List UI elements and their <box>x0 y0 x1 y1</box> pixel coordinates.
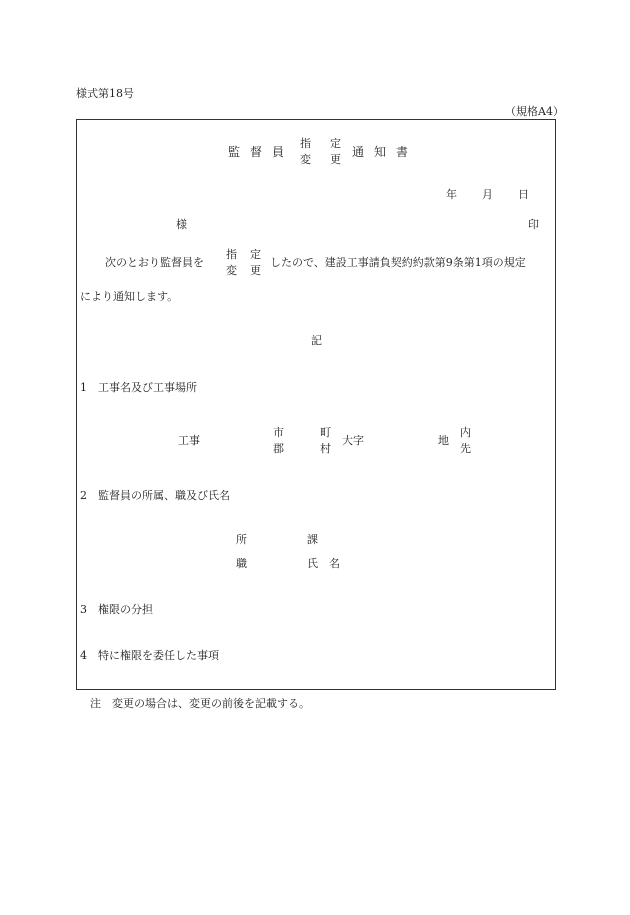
body-prefix: 次のとおり監督員を <box>105 256 204 269</box>
item2-shoku: 職 <box>236 557 247 570</box>
item2-ka: 課 <box>307 533 318 546</box>
date-year: 年 <box>446 188 457 201</box>
title-part2: 通知書 <box>352 145 419 159</box>
body-suffix: したので、建設工事請負契約約款第9条第1項の規定 <box>270 256 526 269</box>
body-stack-top-2: 定 <box>250 248 261 261</box>
item1-nai: 内 <box>460 426 471 439</box>
item1-koji: 工事 <box>178 434 200 447</box>
body-stack-bottom-1: 変 <box>226 264 237 277</box>
item2-label: 2 監督員の所属、職及び氏名 <box>80 489 230 502</box>
item1-shi: 市 <box>273 426 284 439</box>
item2-shimei: 氏 名 <box>307 557 340 570</box>
title-upper-2: 定 <box>330 137 341 150</box>
body-stack-top-1: 指 <box>226 248 237 261</box>
item1-oaza: 大字 <box>342 434 364 447</box>
body-stack-bottom-2: 更 <box>250 264 261 277</box>
item1-chi: 地 <box>438 434 449 447</box>
item2-tokoro: 所 <box>236 533 247 546</box>
item1-saki: 先 <box>460 442 471 455</box>
item1-label: 1 工事名及び工事場所 <box>80 381 197 394</box>
paper-size: （規格A4） <box>505 105 564 118</box>
body-line2: により通知します。 <box>80 290 179 303</box>
form-number: 様式第18号 <box>76 87 134 100</box>
footnote: 注 変更の場合は、変更の前後を記載する。 <box>90 697 310 710</box>
item4-label: 4 特に権限を委任した事項 <box>80 649 219 662</box>
date-day: 日 <box>518 188 529 201</box>
title-lower-1: 変 <box>300 153 311 166</box>
title-upper-1: 指 <box>300 137 311 150</box>
date-month: 月 <box>482 188 493 201</box>
item1-machi: 町 <box>320 426 331 439</box>
title-part1: 監督員 <box>228 145 295 159</box>
addressee-suffix: 様 <box>176 218 187 231</box>
item1-mura: 村 <box>320 442 331 455</box>
item3-label: 3 権限の分担 <box>80 603 153 616</box>
item1-gun: 郡 <box>273 442 284 455</box>
seal-mark: 印 <box>528 218 539 231</box>
ki-heading: 記 <box>311 334 322 347</box>
title-lower-2: 更 <box>330 153 341 166</box>
